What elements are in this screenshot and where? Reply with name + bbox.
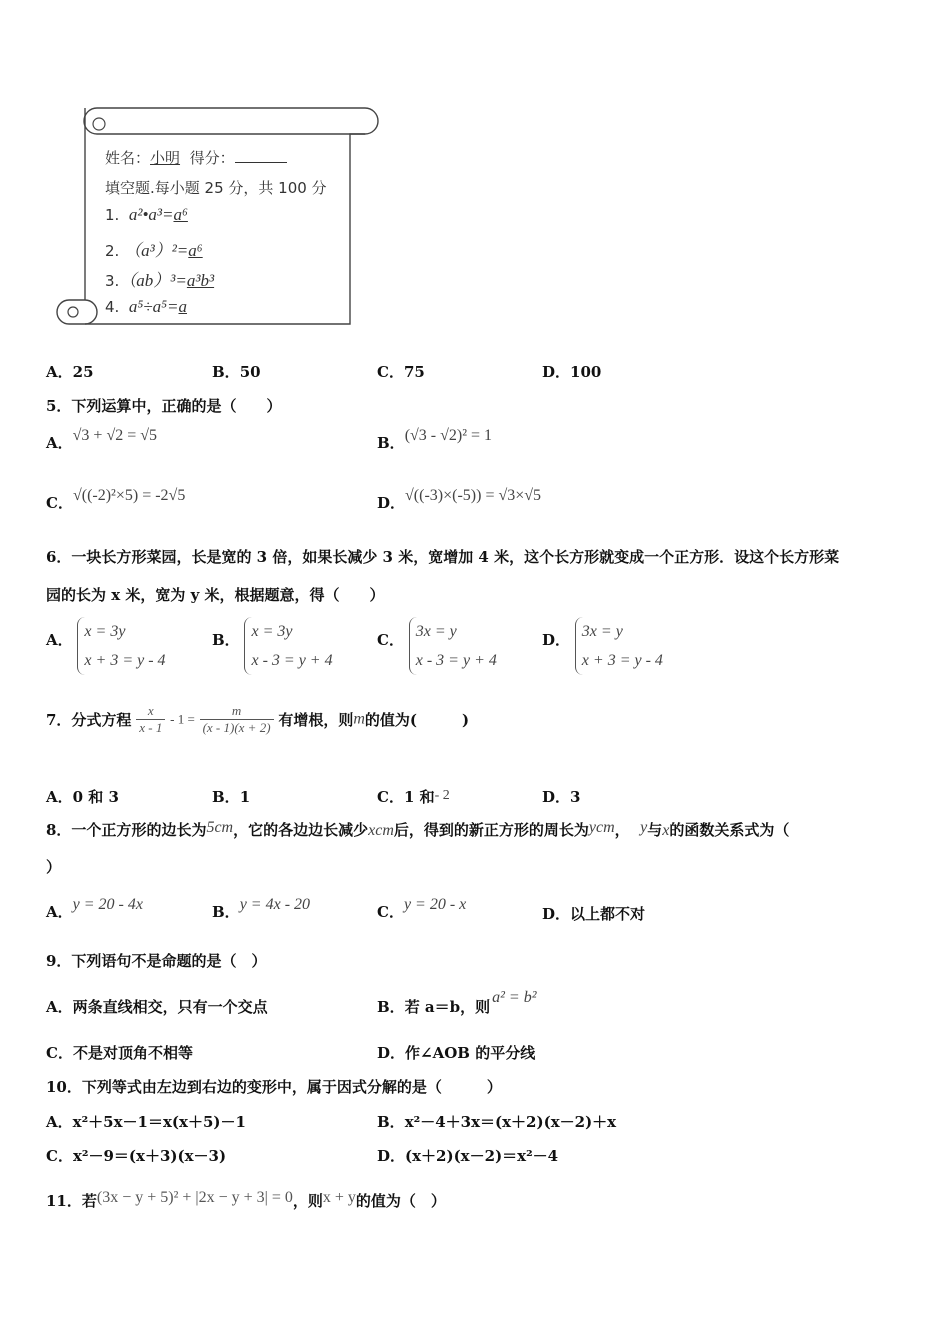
- q5-option-d[interactable]: [377, 487, 542, 513]
- q9-option-a[interactable]: [46, 996, 268, 1017]
- option-math: (√3 - √2)² = 1: [404, 427, 493, 444]
- q8-option-b[interactable]: [212, 893, 311, 921]
- option-text: 100: [570, 363, 602, 381]
- score-blank: [235, 162, 287, 163]
- option-text: 两条直线相交，只有一个交点: [72, 998, 268, 1016]
- option-label: A．: [46, 903, 73, 921]
- option-text: 1 和: [403, 788, 435, 806]
- scroll-border: [55, 104, 380, 330]
- option-math: y = 20 - 4x: [72, 896, 143, 913]
- math-var: ycm: [588, 819, 615, 836]
- math-var: m: [353, 710, 365, 728]
- scroll-instructions: 填空题.每小题 25 分，共 100 分: [105, 179, 327, 197]
- q9-option-b[interactable]: [377, 989, 537, 1017]
- stem-text: ，它的各边边长减少: [233, 821, 369, 839]
- option-label: C．: [46, 1147, 73, 1165]
- equation: x + 3 = y - 4: [581, 652, 663, 669]
- option-label: B．: [377, 1113, 405, 1131]
- q7-option-c[interactable]: [377, 786, 450, 807]
- option-label: D．: [542, 905, 571, 923]
- option-label: B．: [212, 363, 240, 381]
- q10-option-a[interactable]: [46, 1111, 246, 1132]
- q5-option-c[interactable]: [46, 487, 186, 513]
- q10-option-b[interactable]: [377, 1111, 616, 1132]
- option-label: D．: [542, 631, 571, 649]
- equation: x + 3 = y - 4: [84, 652, 166, 669]
- equation: x - 3 = y + 4: [251, 652, 333, 669]
- option-label: B．: [212, 788, 240, 806]
- q5-option-a[interactable]: [46, 427, 158, 453]
- option-label: D．: [377, 1147, 406, 1165]
- q5-stem: 5．下列运算中，正确的是（ ）: [46, 397, 282, 415]
- option-text: 50: [239, 363, 261, 381]
- denominator: (x - 1)(x + 2): [202, 720, 271, 735]
- stem-text: 的值为（ ）: [355, 1192, 446, 1210]
- equation: 3x = y: [415, 623, 457, 640]
- stem-text: 的函数关系式为（: [669, 821, 790, 839]
- item-answer: a³b³: [186, 271, 215, 290]
- math-var: xcm: [368, 822, 394, 839]
- scroll-item-1: [105, 205, 188, 225]
- option-label: A．: [46, 998, 73, 1016]
- q6-option-b[interactable]: [212, 617, 333, 675]
- stem-text: 与: [647, 821, 663, 839]
- item-expr: a⁵÷a⁵=: [128, 297, 179, 316]
- q8-stem-line2: ）: [46, 858, 62, 876]
- option-text: 25: [72, 363, 94, 381]
- option-text: 3: [570, 788, 581, 806]
- q7-option-d[interactable]: [542, 786, 580, 807]
- q4-option-c[interactable]: [377, 361, 425, 382]
- option-label: D．: [542, 363, 571, 381]
- option-math: √((-2)²×5) = -2√5: [72, 487, 186, 504]
- q9-option-c[interactable]: [46, 1042, 193, 1063]
- option-label: C．: [377, 363, 404, 381]
- item-number: 1.: [105, 206, 120, 224]
- stem-text: ，: [614, 821, 630, 839]
- stem-text: 后，得到的新正方形的周长为: [393, 821, 589, 839]
- math-expr: x + y: [322, 1189, 356, 1206]
- q6-option-d[interactable]: [542, 617, 663, 675]
- q7-option-a[interactable]: [46, 786, 119, 807]
- equation-system: [575, 617, 663, 675]
- option-label: A．: [46, 363, 73, 381]
- q10-stem: 10．下列等式由左边到右边的变形中，属于因式分解的是（ ）: [46, 1078, 502, 1096]
- q4-option-a[interactable]: [46, 361, 94, 382]
- fraction: [136, 703, 165, 736]
- item-expr: a²•a³=: [128, 205, 174, 224]
- option-label: C．: [377, 788, 404, 806]
- q6-option-a[interactable]: [46, 617, 166, 675]
- q8-option-d[interactable]: [542, 903, 645, 924]
- q9-option-d[interactable]: [377, 1042, 535, 1063]
- option-math: y = 4x - 20: [239, 896, 311, 913]
- q10-option-c[interactable]: [46, 1145, 226, 1166]
- option-label: D．: [542, 788, 571, 806]
- option-text: 作∠AOB 的平分线: [405, 1044, 536, 1062]
- name-label: 姓名：: [105, 149, 151, 167]
- q8-option-a[interactable]: [46, 893, 143, 921]
- stem-text: 的值为( ): [364, 711, 470, 729]
- option-text: 0 和 3: [72, 788, 119, 806]
- option-label: B．: [212, 631, 240, 649]
- stem-text: 11．若: [46, 1192, 97, 1210]
- option-label: C．: [46, 1044, 73, 1062]
- option-label: A．: [46, 788, 73, 806]
- equation-system: [77, 617, 165, 675]
- equation: x = 3y: [84, 623, 126, 640]
- stem-text: 有增根，则: [278, 711, 354, 729]
- q4-option-b[interactable]: [212, 361, 261, 382]
- option-math: √3 + √2 = √5: [72, 427, 158, 444]
- score-label: 得分：: [189, 149, 235, 167]
- equation-system: [409, 617, 497, 675]
- option-label: A．: [46, 631, 73, 649]
- option-text: 若 a＝b，则: [404, 998, 491, 1016]
- math-expr: (3x − y + 5)² + |2x − y + 3| = 0: [96, 1189, 293, 1206]
- option-text: 1: [239, 788, 251, 806]
- item-expr: （a³）²=: [124, 241, 189, 260]
- item-number: 3.: [105, 272, 120, 290]
- item-answer: a⁶: [188, 241, 203, 260]
- item-answer: a: [178, 297, 187, 316]
- q6-stem-line1: 6．一块长方形菜园，长是宽的 3 倍，如果长减少 3 米，宽增加 4 米，这个长方形就变成一个正方形．设这个长方形菜: [46, 548, 840, 566]
- q7-stem: [46, 703, 469, 736]
- q9-stem: 9．下列语句不是命题的是（ ）: [46, 952, 267, 970]
- item-expr: （ab）³=: [119, 271, 187, 290]
- option-text: x²－4＋3x＝(x＋2)(x－2)＋x: [404, 1113, 617, 1131]
- scroll-header-row: [105, 147, 287, 168]
- option-label: B．: [212, 903, 240, 921]
- item-number: 2.: [105, 242, 120, 260]
- name-value: 小明: [150, 149, 181, 167]
- equation-system: [244, 617, 332, 675]
- scroll-figure: [55, 104, 380, 330]
- q8-option-c[interactable]: [377, 893, 467, 921]
- q5-option-b[interactable]: [377, 427, 493, 453]
- q10-option-d[interactable]: [377, 1145, 558, 1166]
- stem-text: 7．分式方程: [46, 711, 132, 729]
- option-label: C．: [377, 631, 404, 649]
- option-text: 以上都不对: [570, 905, 646, 923]
- equation: 3x = y: [581, 623, 623, 640]
- option-label: C．: [46, 494, 73, 512]
- option-text: 75: [403, 363, 425, 381]
- math-var: x: [662, 822, 670, 839]
- numerator: m: [200, 703, 274, 720]
- stem-text: 8．一个正方形的边长为: [46, 821, 207, 839]
- option-math: y = 20 - x: [403, 896, 467, 913]
- item-answer: a⁶: [173, 205, 188, 224]
- option-text: x²＋5x－1＝x(x＋5)－1: [72, 1113, 246, 1131]
- equation: x = 3y: [251, 623, 293, 640]
- item-number: 4.: [105, 298, 120, 316]
- option-label: A．: [46, 434, 73, 452]
- q4-option-d[interactable]: [542, 361, 601, 382]
- option-label: D．: [377, 494, 406, 512]
- option-label: B．: [377, 998, 405, 1016]
- option-math: - 2: [434, 788, 450, 803]
- denominator: x - 1: [139, 720, 163, 735]
- q6-stem-line2: 园的长为 x 米，宽为 y 米，根据题意，得（ ）: [46, 586, 385, 604]
- option-text: (x＋2)(x－2)＝x²－4: [405, 1147, 559, 1165]
- scroll-item-4: [105, 297, 187, 317]
- equation: x - 3 = y + 4: [415, 652, 497, 669]
- option-math: √((-3)×(-5)) = √3×√5: [405, 487, 542, 504]
- stem-text: ，则: [292, 1192, 323, 1210]
- q8-stem-line1: [46, 819, 789, 840]
- option-label: C．: [377, 903, 404, 921]
- q11-stem: [46, 1190, 446, 1211]
- option-math: a² = b²: [492, 989, 537, 1006]
- math-var: y: [640, 819, 648, 836]
- q6-option-c[interactable]: [377, 617, 497, 675]
- option-label: D．: [377, 1044, 406, 1062]
- fraction: [200, 703, 274, 736]
- scroll-item-3: [105, 266, 214, 291]
- scroll-item-2: [105, 236, 203, 261]
- numerator: x: [136, 703, 165, 720]
- math-var: 5cm: [206, 819, 234, 836]
- q7-option-b[interactable]: [212, 786, 250, 807]
- option-text: x²－9＝(x＋3)(x－3): [72, 1147, 227, 1165]
- option-label: A．: [46, 1113, 73, 1131]
- option-text: 不是对顶角不相等: [72, 1044, 193, 1062]
- math-text: - 1 =: [170, 711, 195, 727]
- option-label: B．: [377, 434, 405, 452]
